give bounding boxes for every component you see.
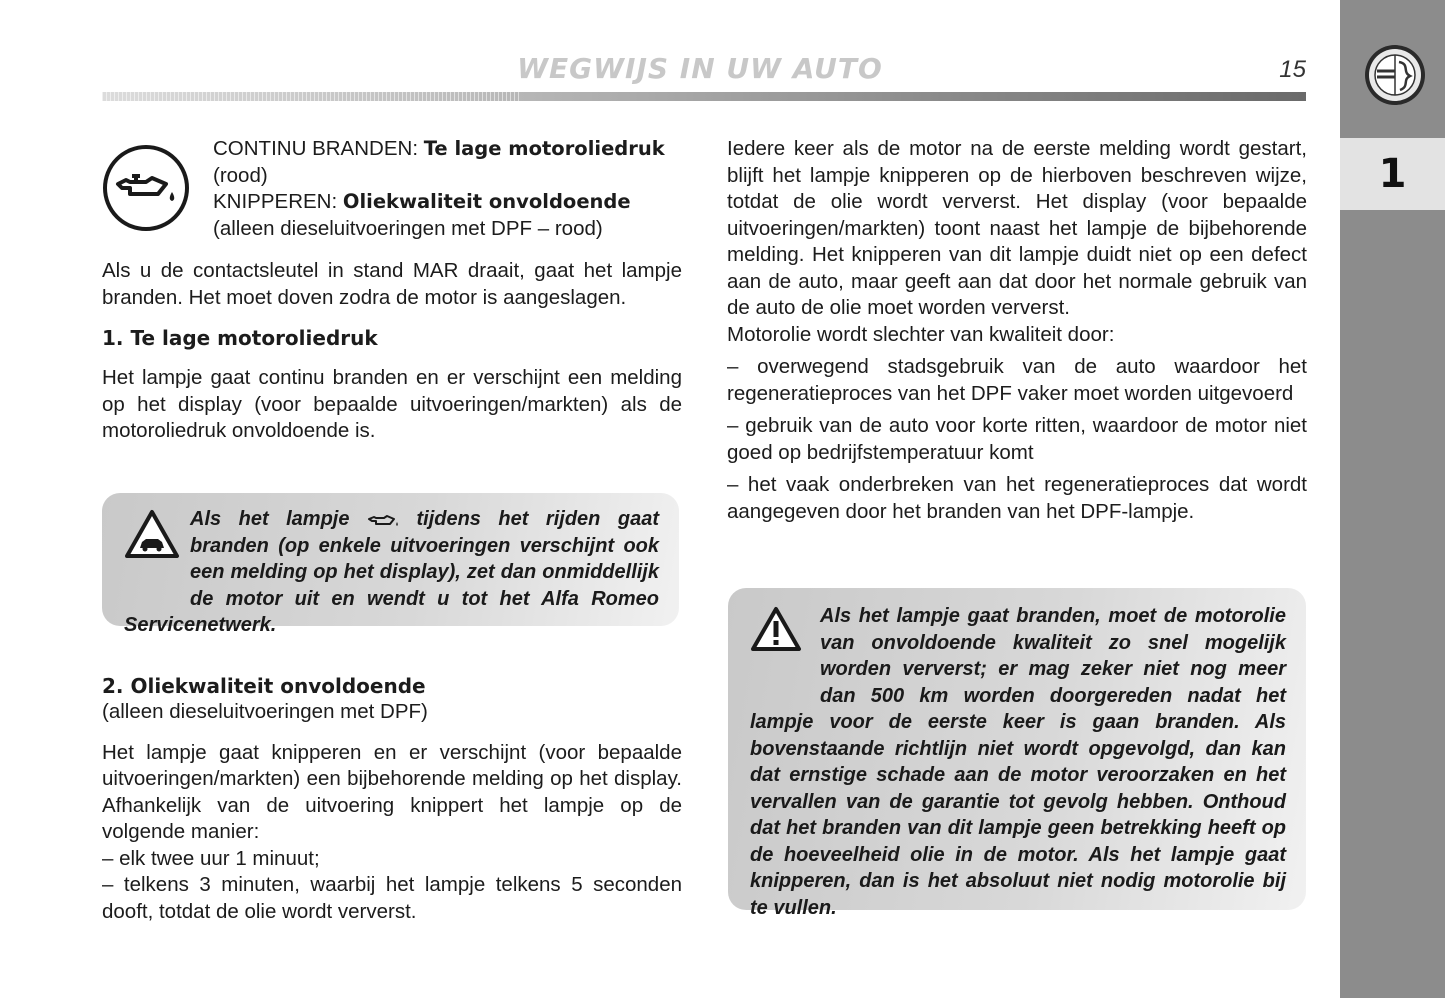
indicator-steady-meaning: Te lage motoroliedruk <box>423 137 665 160</box>
indicator-steady-color: (rood) <box>213 163 268 187</box>
chapter-number: 1 <box>1340 138 1445 210</box>
header-rule <box>102 92 1306 101</box>
left-column-lower <box>102 673 682 925</box>
indicator-steady-label: CONTINU BRANDEN: <box>213 137 424 160</box>
right-paragraph-2: Motorolie wordt slechter van kwaliteit door: <box>727 322 1115 346</box>
intro-paragraph: Als u de contactsleutel in stand MAR draait, gaat het lampje branden. Het moet doven zodra de motor is aangeslagen. <box>102 259 682 309</box>
cause-item-2: – gebruik van de auto voor korte ritten, waardoor de motor niet goed op bedrijfstemperatuur komt <box>727 414 1307 464</box>
warning1-text-start: Als het lampje <box>190 508 367 530</box>
warning1-text-end: tijdens het rijden gaat branden (op enkele uitvoeringen verschijnt ook een melding op het display), zet dan onmiddellijk de motor uit en wendt u tot het Alfa Romeo Servicenetwerk. <box>124 508 659 636</box>
chapter-side-tab <box>1340 0 1445 998</box>
cause-item-3: – het vaak onderbreken van het regeneratieproces dat wordt aangegeven door het branden van het DPF-lampje. <box>727 473 1307 523</box>
indicator-blink-note: (alleen dieseluitvoeringen met DPF – rood) <box>213 216 603 240</box>
indicator-blink-label: KNIPPEREN: <box>213 190 343 213</box>
blink-mode-item-1: – elk twee uur 1 minuut; <box>102 846 320 870</box>
section1-heading: 1. Te lage motoroliedruk <box>102 326 378 350</box>
brand-logo-icon <box>1364 44 1426 106</box>
section2-subheading: (alleen dieseluitvoeringen met DPF) <box>102 700 428 723</box>
blink-mode-item-2: – telkens 3 minuten, waarbij het lampje telkens 5 seconden dooft, totdat de olie wordt ververst. <box>102 873 682 923</box>
section1-paragraph: Het lampje gaat continu branden en er verschijnt een melding op het display (voor bepaalde uitvoeringen/markten) als de motoroliedruk onvoldoende is. <box>102 366 682 442</box>
right-column <box>727 136 1307 525</box>
warning-box-oil-pressure <box>102 493 679 636</box>
left-column-upper <box>102 258 682 445</box>
indicator-blink-meaning: Oliekwaliteit onvoldoende <box>342 190 631 213</box>
page-number: 15 <box>1279 56 1306 83</box>
warning2-text: Als het lampje gaat branden, moet de motorolie van onvoldoende kwaliteit zo snel mogelijk worden ververst; er mag zeker niet nog meer dan 500 km worden doorgereden nadat het lampje voor de eerste keer is gaan branden. Als bovenstaande richtlijn niet wordt opgevolgd, dan kan dat ernstige schade aan de motor veroorzaken en het vervallen van de garantie tot gevolg hebben. Onthoud dat het branden van dit lampje geen betrekking heeft op de hoeveelheid olie in de motor. Als het lampje gaat knipperen, dan is het absoluut niet nodig motorolie bij te vullen. <box>750 605 1286 919</box>
oil-can-inline-icon <box>367 512 399 528</box>
right-paragraph-1: Iedere keer als de motor na de eerste melding wordt gestart, blijft het lampje knipperen op de hierboven beschreven wijze, totdat de olie wordt ververst. Het display (voor bepaalde uitvoeringen/markten) toont naast het lampje de bijbehorende melding. Het knipperen van dit lampje duidt niet op een defect aan de auto, maar geeft aan dat door het normale gebruik van de auto de olie moet worden ververst. <box>727 137 1307 319</box>
section2-heading: 2. Oliekwaliteit onvoldoende <box>102 674 426 698</box>
warning-box-oil-quality <box>728 588 1306 919</box>
section2-paragraph: Het lampje gaat knipperen en er verschijnt (voor bepaalde uitvoeringen/markten) een bijbehorende melding op het display. Afhankelijk van de uitvoering knippert het lampje op de volgende manier: <box>102 740 682 843</box>
oil-pressure-icon <box>102 144 190 232</box>
page-title: WEGWIJS IN UW AUTO <box>517 52 883 85</box>
cause-item-1: – overwegend stadsgebruik van de auto waardoor het regeneratieproces van het DPF vaker moet worden uitgevoerd <box>727 355 1307 405</box>
indicator-description <box>213 136 683 242</box>
